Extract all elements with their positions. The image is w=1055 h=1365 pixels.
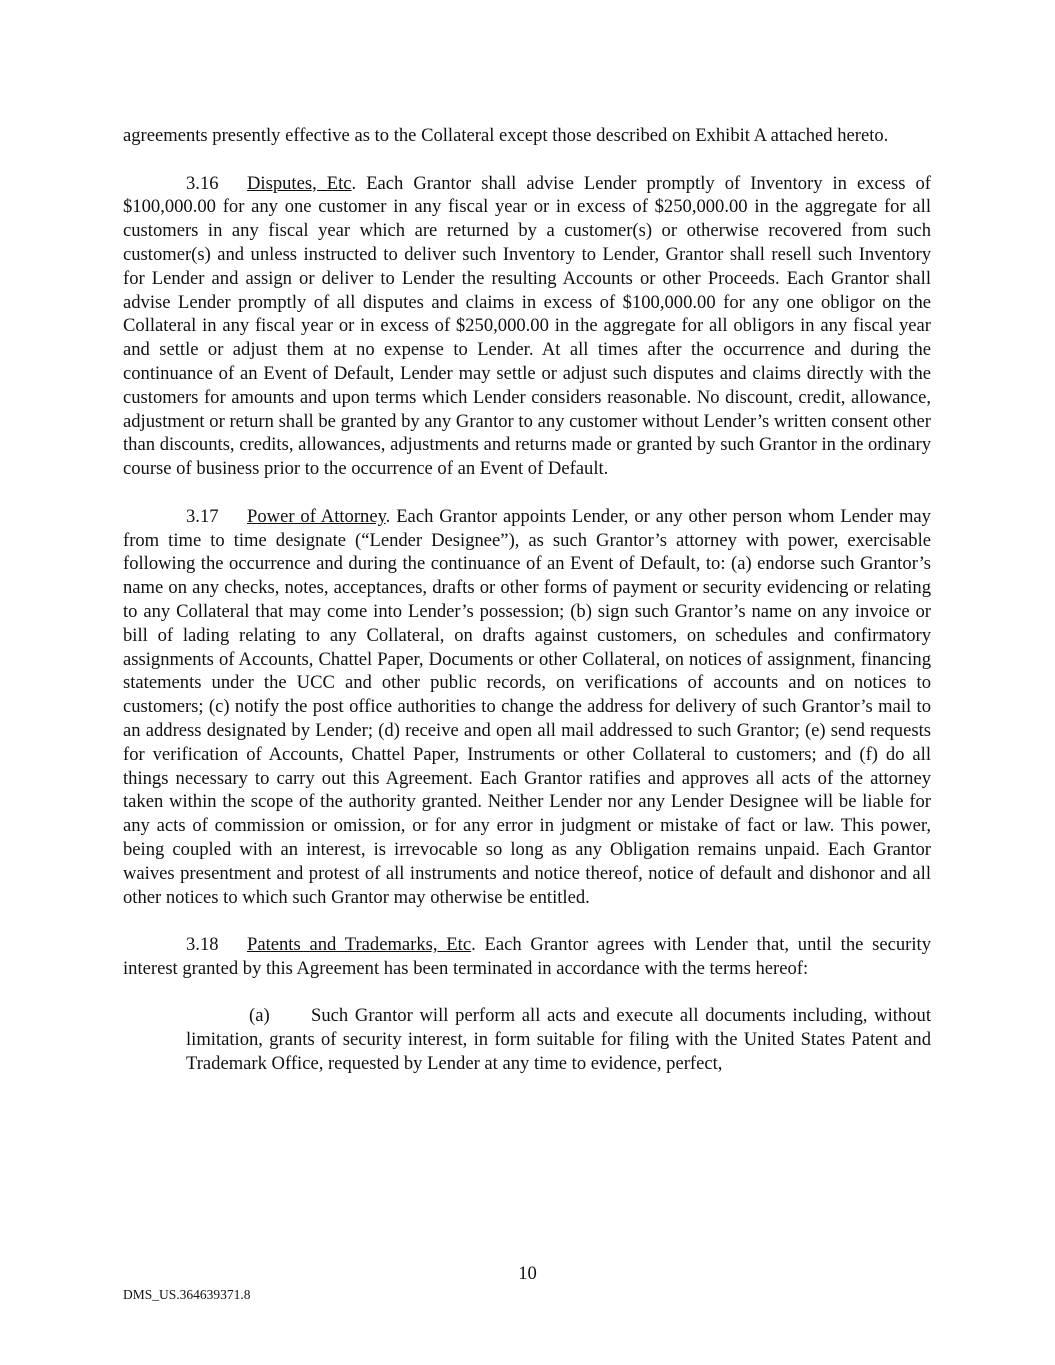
subsection-a [186, 1004, 931, 1075]
section-text: . Each Grantor shall advise Lender promptly of Inventory in excess of $100,000.00 for any one customer in any fiscal year or in excess of $250,000.00 in the aggregate for all customers in any fiscal year which are returned by a customer(s) or otherwise recovered from such customer(s) and unless instructed to deliver such Inventory to Lender, Grantor shall resell such Inventory for Lender and assign or deliver to Lender the resulting Accounts or other Proceeds. Each Grantor shall advise Lender promptly of all disputes and claims in excess of $100,000.00 for any one obligor on the Collateral in any fiscal year or in excess of $250,000.00 in the aggregate for all obligors in any fiscal year and settle or adjust them at no expense to Lender. At all times after the occurrence and during the continuance of an Event of Default, Lender may settle or adjust such disputes and claims directly with the customers for amounts and upon terms which Lender considers reasonable. No discount, credit, allowance, adjustment or return shall be granted by any Grantor to any customer without Lender’s written consent other than discounts, credits, allowances, adjustments and returns made or granted by such Grantor in the ordinary course of business prior to the occurrence of an Event of Default. [123, 172, 932, 480]
document-body [123, 124, 931, 1076]
section-text: . Each Grantor appoints Lender, or any other person whom Lender may from time to time designate (“Lender Designee”), as such Grantor’s attorney with power, exercisable following the occurrence and during the continuance of an Event of Default, to: (a) endorse such Grantor’s name on any checks, notes, acceptances, drafts or other forms of payment or security evidencing or relating to any Collateral that may come into Lender’s possession; (b) sign such Grantor’s name on any invoice or bill of lading relating to any Collateral, on drafts against customers, on schedules and confirmatory assignments of Accounts, Chattel Paper, Documents or other Collateral, on notices of assignment, financing statements under the UCC and other public records, on verifications of accounts and on notices to customers; (c) notify the post office authorities to change the address for delivery of such Grantor’s mail to an address designated by Lender; (d) receive and open all mail addressed to such Grantor; (e) send requests for verification of Accounts, Chattel Paper, Instruments or other Collateral to customers; and (f) do all things necessary to carry out this Agreement. Each Grantor ratifies and approves all acts of the attorney taken within the scope of the authority granted. Neither Lender nor any Lender Designee will be liable for any acts of commission or omission, or for any error in judgment or mistake of fact or law. This power, being coupled with an interest, is irrevocable so long as any Obligation remains unpaid. Each Grantor waives presentment and protest of all instruments and notice thereof, notice of default and dishonor and all other notices to which such Grantor may otherwise be entitled. [123, 505, 931, 908]
section-number: 3.17 [186, 505, 219, 527]
continuation-paragraph: agreements presently effective as to the Collateral except those described on Exhibit A attached hereto. [123, 125, 889, 146]
section-3-18 [123, 933, 931, 981]
section-heading: Disputes, Etc [247, 172, 352, 194]
section-heading: Power of Attorney [247, 505, 386, 527]
section-number: 3.16 [186, 172, 219, 194]
subsection-text: Such Grantor will perform all acts and execute all documents including, without limitation, grants of security interest, in form suitable for filing with the United States Patent and Trademark Office, requested by Lender at any time to evidence, perfect, [186, 1005, 931, 1075]
section-text: . Each Grantor agrees with Lender that, until the security interest granted by this Agreement has been terminated in accordance with the terms hereof: [123, 934, 932, 979]
section-number: 3.18 [186, 934, 219, 956]
document-id: DMS_US.364639371.8 [123, 1287, 251, 1302]
section-3-16 [123, 172, 931, 481]
section-3-17 [123, 505, 931, 910]
subsection-label: (a) [249, 1005, 270, 1027]
section-heading: Patents and Trademarks, Etc [247, 934, 472, 956]
page-number: 10 [518, 1263, 537, 1284]
